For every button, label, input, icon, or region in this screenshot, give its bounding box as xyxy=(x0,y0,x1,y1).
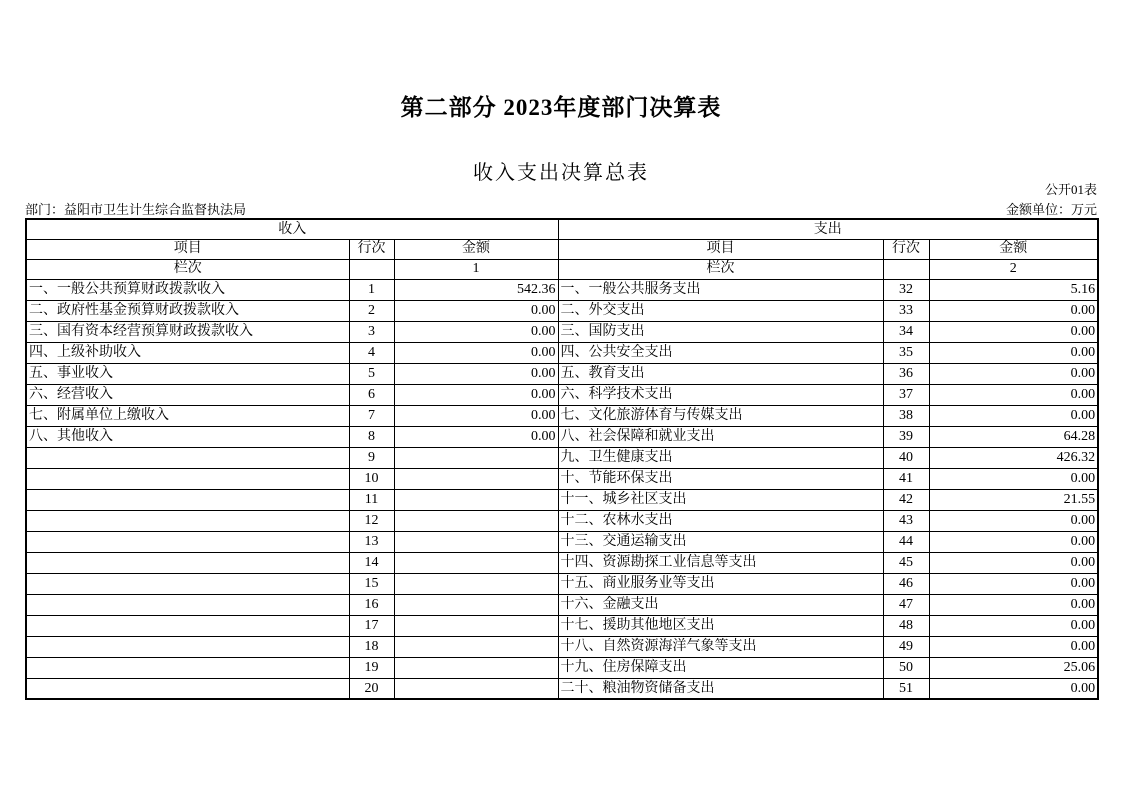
income-item-cell: 一、一般公共预算财政拨款收入 xyxy=(26,279,349,300)
page-title: 第二部分 2023年度部门决算表 xyxy=(400,95,722,120)
expense-line-col-header: 行次 xyxy=(883,239,929,259)
income-item-cell xyxy=(26,573,349,594)
expense-item-cell: 十、节能环保支出 xyxy=(558,468,883,489)
table-row xyxy=(26,447,1098,468)
table-row xyxy=(26,300,1098,321)
expense-amount-cell: 64.28 xyxy=(929,426,1098,447)
income-amount-cell xyxy=(394,594,558,615)
table-row xyxy=(26,636,1098,657)
expense-line-cell: 37 xyxy=(883,384,929,405)
table-code-label: 公开01表 xyxy=(1044,182,1097,197)
expense-item-cell: 三、国防支出 xyxy=(558,321,883,342)
table-row xyxy=(26,678,1098,699)
expense-line-cell: 32 xyxy=(883,279,929,300)
expense-amount-cell: 0.00 xyxy=(929,405,1098,426)
expense-item-col-header: 项目 xyxy=(558,239,883,259)
table-row xyxy=(26,573,1098,594)
income-item-cell: 五、事业收入 xyxy=(26,363,349,384)
income-line-cell: 3 xyxy=(349,321,394,342)
income-line-cell: 10 xyxy=(349,468,394,489)
column-index-row xyxy=(26,259,1098,279)
expense-line-cell: 41 xyxy=(883,468,929,489)
income-line-cell: 6 xyxy=(349,384,394,405)
income-line-cell: 1 xyxy=(349,279,394,300)
expense-line-cell: 50 xyxy=(883,657,929,678)
income-amount-cell xyxy=(394,573,558,594)
expense-item-cell: 二、外交支出 xyxy=(558,300,883,321)
income-colindex-spacer xyxy=(349,259,394,279)
expense-item-cell: 十一、城乡社区支出 xyxy=(558,489,883,510)
income-item-cell xyxy=(26,594,349,615)
expense-amount-cell: 0.00 xyxy=(929,510,1098,531)
table-row xyxy=(26,489,1098,510)
expense-item-cell: 十六、金融支出 xyxy=(558,594,883,615)
income-item-cell xyxy=(26,531,349,552)
expense-amount-col-header: 金额 xyxy=(929,239,1098,259)
table-row xyxy=(26,426,1098,447)
expense-amount-cell: 5.16 xyxy=(929,279,1098,300)
income-amount-cell: 542.36 xyxy=(394,279,558,300)
expense-line-cell: 49 xyxy=(883,636,929,657)
expense-section-header: 支出 xyxy=(558,219,1098,239)
table-meta-row xyxy=(25,199,1097,218)
income-amount-cell xyxy=(394,615,558,636)
expense-item-cell: 九、卫生健康支出 xyxy=(558,447,883,468)
expense-item-cell: 十九、住房保障支出 xyxy=(558,657,883,678)
section-header-row xyxy=(26,219,1098,239)
column-header-row xyxy=(26,239,1098,259)
income-line-cell: 15 xyxy=(349,573,394,594)
expense-item-cell: 十八、自然资源海洋气象等支出 xyxy=(558,636,883,657)
table-title: 收入支出决算总表 xyxy=(473,162,649,184)
income-item-cell: 八、其他收入 xyxy=(26,426,349,447)
expense-line-cell: 36 xyxy=(883,363,929,384)
income-line-cell: 8 xyxy=(349,426,394,447)
expense-amount-cell: 426.32 xyxy=(929,447,1098,468)
expense-line-cell: 38 xyxy=(883,405,929,426)
income-line-cell: 2 xyxy=(349,300,394,321)
income-amount-cell: 0.00 xyxy=(394,300,558,321)
income-amount-cell xyxy=(394,678,558,699)
income-amount-cell xyxy=(394,636,558,657)
expense-item-cell: 十七、援助其他地区支出 xyxy=(558,615,883,636)
expense-line-cell: 40 xyxy=(883,447,929,468)
income-line-cell: 9 xyxy=(349,447,394,468)
expense-line-cell: 39 xyxy=(883,426,929,447)
income-item-cell xyxy=(26,447,349,468)
table-row xyxy=(26,594,1098,615)
expense-line-cell: 46 xyxy=(883,573,929,594)
income-item-cell xyxy=(26,657,349,678)
income-section-header: 收入 xyxy=(26,219,558,239)
income-expense-summary-table xyxy=(25,218,1099,700)
income-item-cell xyxy=(26,510,349,531)
income-item-cell: 二、政府性基金预算财政拨款收入 xyxy=(26,300,349,321)
expense-line-cell: 34 xyxy=(883,321,929,342)
expense-line-cell: 35 xyxy=(883,342,929,363)
table-row xyxy=(26,468,1098,489)
expense-amount-cell: 0.00 xyxy=(929,468,1098,489)
income-amount-cell xyxy=(394,447,558,468)
expense-colindex-value: 2 xyxy=(929,259,1098,279)
table-row xyxy=(26,384,1098,405)
income-amount-cell xyxy=(394,657,558,678)
income-item-cell: 四、上级补助收入 xyxy=(26,342,349,363)
department-label: 部门：益阳市卫生计生综合监督执法局 xyxy=(25,202,247,217)
expense-line-cell: 45 xyxy=(883,552,929,573)
income-item-cell xyxy=(26,489,349,510)
table-row xyxy=(26,615,1098,636)
expense-colindex-label: 栏次 xyxy=(558,259,883,279)
expense-amount-cell: 0.00 xyxy=(929,363,1098,384)
expense-line-cell: 44 xyxy=(883,531,929,552)
income-line-cell: 5 xyxy=(349,363,394,384)
expense-amount-cell: 0.00 xyxy=(929,531,1098,552)
expense-amount-cell: 0.00 xyxy=(929,342,1098,363)
expense-line-cell: 33 xyxy=(883,300,929,321)
income-amount-cell: 0.00 xyxy=(394,426,558,447)
expense-item-cell: 五、教育支出 xyxy=(558,363,883,384)
expense-item-cell: 十五、商业服务业等支出 xyxy=(558,573,883,594)
table-row xyxy=(26,552,1098,573)
expense-amount-cell: 21.55 xyxy=(929,489,1098,510)
income-line-cell: 20 xyxy=(349,678,394,699)
expense-line-cell: 51 xyxy=(883,678,929,699)
table-row xyxy=(26,531,1098,552)
income-line-cell: 11 xyxy=(349,489,394,510)
income-colindex-value: 1 xyxy=(394,259,558,279)
expense-colindex-spacer xyxy=(883,259,929,279)
income-line-cell: 14 xyxy=(349,552,394,573)
table-row xyxy=(26,510,1098,531)
expense-item-cell: 六、科学技术支出 xyxy=(558,384,883,405)
expense-amount-cell: 0.00 xyxy=(929,573,1098,594)
income-amount-cell: 0.00 xyxy=(394,363,558,384)
expense-amount-cell: 0.00 xyxy=(929,615,1098,636)
expense-item-cell: 一、一般公共服务支出 xyxy=(558,279,883,300)
income-line-col-header: 行次 xyxy=(349,239,394,259)
income-item-cell xyxy=(26,468,349,489)
expense-amount-cell: 0.00 xyxy=(929,594,1098,615)
expense-amount-cell: 25.06 xyxy=(929,657,1098,678)
income-amount-cell xyxy=(394,468,558,489)
income-amount-cell xyxy=(394,552,558,573)
income-amount-cell xyxy=(394,510,558,531)
income-line-cell: 7 xyxy=(349,405,394,426)
table-row xyxy=(26,279,1098,300)
table-row xyxy=(26,321,1098,342)
expense-item-cell: 十三、交通运输支出 xyxy=(558,531,883,552)
income-line-cell: 19 xyxy=(349,657,394,678)
expense-item-cell: 四、公共安全支出 xyxy=(558,342,883,363)
income-amount-cell: 0.00 xyxy=(394,405,558,426)
income-amount-cell xyxy=(394,489,558,510)
income-item-cell xyxy=(26,636,349,657)
income-amount-cell: 0.00 xyxy=(394,384,558,405)
income-line-cell: 17 xyxy=(349,615,394,636)
expense-amount-cell: 0.00 xyxy=(929,300,1098,321)
table-row xyxy=(26,657,1098,678)
expense-amount-cell: 0.00 xyxy=(929,321,1098,342)
expense-amount-cell: 0.00 xyxy=(929,384,1098,405)
income-line-cell: 12 xyxy=(349,510,394,531)
expense-line-cell: 48 xyxy=(883,615,929,636)
income-amount-cell: 0.00 xyxy=(394,342,558,363)
expense-line-cell: 43 xyxy=(883,510,929,531)
expense-item-cell: 七、文化旅游体育与传媒支出 xyxy=(558,405,883,426)
income-colindex-label: 栏次 xyxy=(26,259,349,279)
expense-line-cell: 42 xyxy=(883,489,929,510)
expense-amount-cell: 0.00 xyxy=(929,678,1098,699)
table-row xyxy=(26,363,1098,384)
income-line-cell: 16 xyxy=(349,594,394,615)
expense-item-cell: 八、社会保障和就业支出 xyxy=(558,426,883,447)
income-item-cell: 六、经营收入 xyxy=(26,384,349,405)
expense-amount-cell: 0.00 xyxy=(929,636,1098,657)
income-item-cell: 三、国有资本经营预算财政拨款收入 xyxy=(26,321,349,342)
expense-item-cell: 十二、农林水支出 xyxy=(558,510,883,531)
income-item-cell: 七、附属单位上缴收入 xyxy=(26,405,349,426)
expense-item-cell: 二十、粮油物资储备支出 xyxy=(558,678,883,699)
expense-amount-cell: 0.00 xyxy=(929,552,1098,573)
income-amount-cell: 0.00 xyxy=(394,321,558,342)
income-item-col-header: 项目 xyxy=(26,239,349,259)
expense-line-cell: 47 xyxy=(883,594,929,615)
table-row xyxy=(26,405,1098,426)
expense-item-cell: 十四、资源勘探工业信息等支出 xyxy=(558,552,883,573)
income-item-cell xyxy=(26,678,349,699)
income-line-cell: 4 xyxy=(349,342,394,363)
table-row xyxy=(26,342,1098,363)
income-amount-cell xyxy=(394,531,558,552)
unit-label: 金额单位：万元 xyxy=(1005,202,1097,217)
income-item-cell xyxy=(26,552,349,573)
income-item-cell xyxy=(26,615,349,636)
income-line-cell: 18 xyxy=(349,636,394,657)
income-line-cell: 13 xyxy=(349,531,394,552)
income-amount-col-header: 金额 xyxy=(394,239,558,259)
